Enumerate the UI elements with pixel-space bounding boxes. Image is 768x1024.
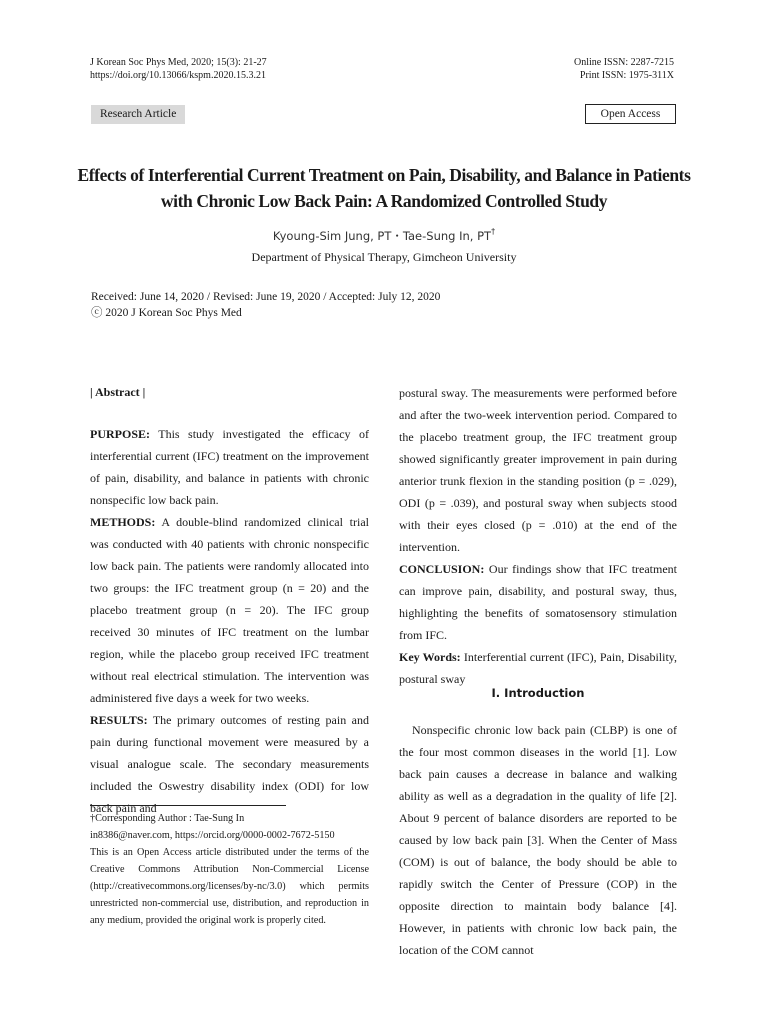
title-line-1: Effects of Interferential Current Treatment on Pain, Disability, and Balance in Patients	[77, 165, 691, 185]
methods-label: METHODS:	[90, 515, 156, 529]
results-label: RESULTS:	[90, 713, 148, 727]
abstract-purpose	[90, 423, 369, 511]
article-type-badge: Research Article	[91, 105, 185, 124]
abstract-left-column	[90, 423, 369, 819]
open-access-badge: Open Access	[585, 104, 676, 124]
title-line-2: with Chronic Low Back Pain: A Randomized Controlled Study	[160, 191, 608, 211]
abstract-conclusion	[399, 558, 677, 646]
abstract-right-column	[399, 382, 677, 690]
author-names: Kyoung-Sim Jung, PT・Tae-Sung In, PT	[272, 229, 492, 243]
publication-history	[91, 289, 591, 321]
purpose-label: PURPOSE:	[90, 427, 150, 441]
abstract-keywords	[399, 646, 677, 690]
copyright-line: ⓒ 2020 J Korean Soc Phys Med	[91, 307, 242, 319]
introduction-heading: Ⅰ. Introduction	[491, 686, 585, 700]
received-dates: Received: June 14, 2020 / Revised: June 19, 2020 / Accepted: July 12, 2020	[91, 291, 441, 303]
keywords-label: Key Words:	[399, 650, 461, 664]
article-title	[60, 162, 708, 214]
corresponding-author: †Corresponding Author : Tae-Sung In	[90, 813, 245, 824]
results-text: The primary outcomes of resting pain and pain during functional movement were measured by a visual analogue scale. The secondary measurements included the Oswestry disability index (ODI) for low back pain and	[90, 713, 369, 815]
keywords-text: Interferential current (IFC), Pain, Disability, postural sway	[399, 650, 678, 686]
issn-block	[520, 56, 674, 82]
methods-text: A double-blind randomized clinical trial was conducted with 40 patients with chronic nonspecific low back pain. The patients were randomly allocated into two groups: the IFC treatment group (n = 20) and the placebo treatment group (n = 20). The IFC group received 30 minutes of IFC treatment on the lumbar region, while the placebo group received IFC treatment without real electrical stimulation. The intervention was administered five days a week for two weeks.	[90, 515, 369, 705]
introduction-paragraph: Nonspecific chronic low back pain (CLBP) is one of the four most common diseases in the world [1]. Low back pain causes a decrease in balance and walking ability as well as a degradation in the quality of life [2]. About 9 percent of balance disorders are reported to be caused by low back pain [3]. When the Center of Mass (COM) is out of balance, the body should be able to rapidly switch the Center of Pressure (COP) in the opposite direction to maintain body balance [4]. However, in patients with chronic low back pain, the location of the COM cannot	[399, 723, 677, 957]
corresponding-dagger: †	[491, 227, 496, 236]
results-continued: postural sway. The measurements were performed before and after the two-week intervention period. Compared to the placebo treatment group, the IFC treatment group showed significantly greater improvement in pain during anterior trunk flexion in the standing position (p = .029), ODI (p = .039), and postural sway when subjects stood with their eyes closed (p = .010) at the end of the intervention.	[399, 386, 677, 554]
author-contact[interactable]: in8386@naver.com, https://orcid.org/0000-0002-7672-5150	[90, 830, 335, 841]
footnote-divider	[90, 805, 286, 806]
print-issn: Print ISSN: 1975-311X	[579, 70, 674, 81]
conclusion-label: CONCLUSION:	[399, 562, 485, 576]
introduction-body	[399, 719, 677, 961]
online-issn: Online ISSN: 2287-7215	[574, 57, 674, 68]
conclusion-text: Our findings show that IFC treatment can improve pain, disability, and postural sway, thus, highlighting the benefits of somatosensory stimulation from IFC.	[399, 562, 677, 642]
journal-citation: J Korean Soc Phys Med, 2020; 15(3): 21-27	[90, 57, 267, 68]
affiliation: Department of Physical Therapy, Gimcheon University	[251, 250, 517, 264]
abstract-methods	[90, 511, 369, 709]
footnote	[90, 810, 369, 929]
abstract-results	[90, 709, 369, 819]
abstract-heading: | Abstract |	[90, 385, 146, 399]
purpose-text: This study investigated the efficacy of interferential current (IFC) treatment on the improvement of pain, disability, and balance in patients with chronic nonspecific low back pain.	[90, 427, 369, 507]
author-list	[90, 224, 678, 244]
license-notice: This is an Open Access article distributed under the terms of the Creative Commons Attribution Non-Commercial License (http://creativecommons.org/licenses/by-nc/3.0) which permits unrestricted non-commercial use, distribution, and reproduction in any medium, provided the original work is properly cited.	[90, 847, 369, 926]
doi-link[interactable]: https://doi.org/10.13066/kspm.2020.15.3.21	[90, 70, 266, 81]
journal-header	[90, 56, 267, 82]
